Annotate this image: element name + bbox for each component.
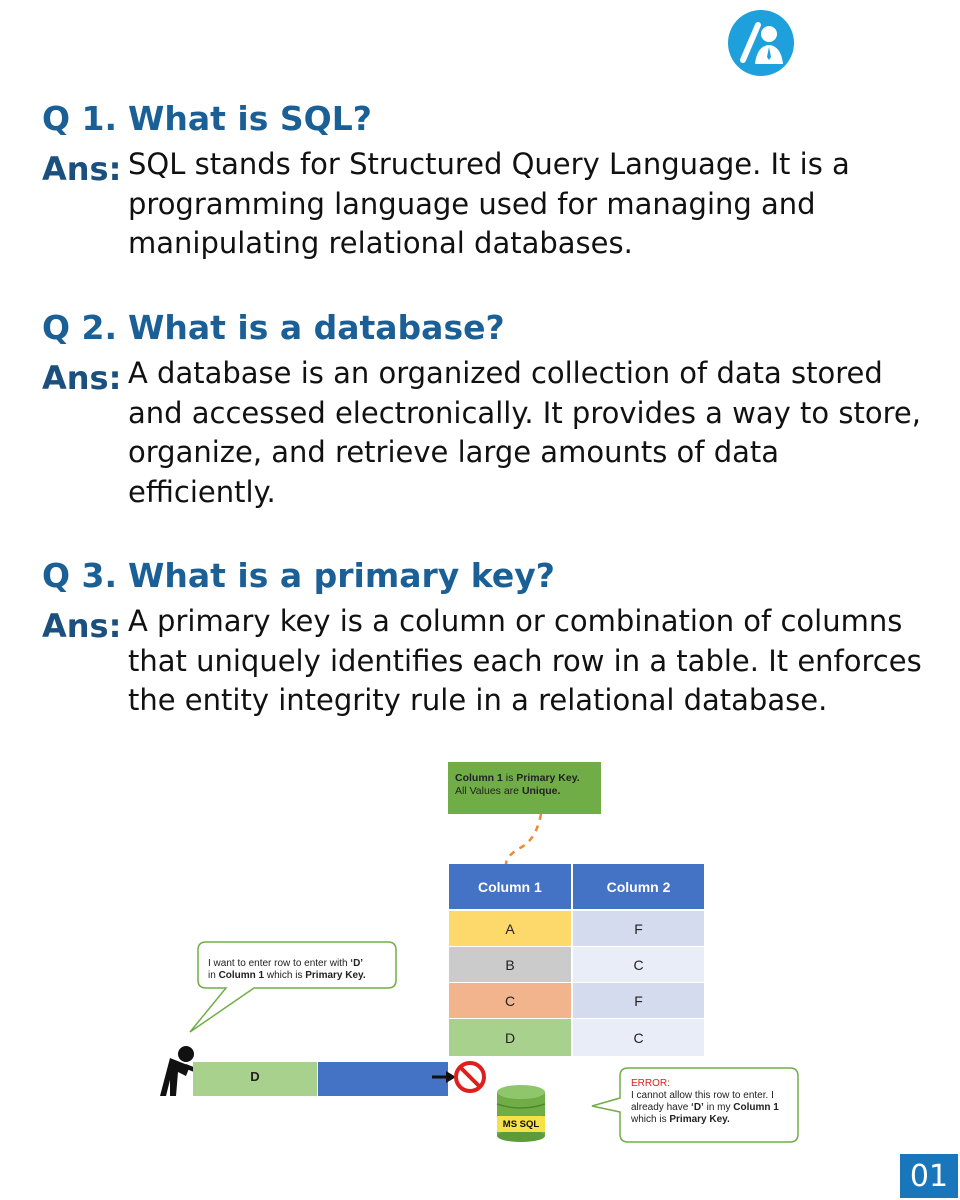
user-bubble-which: which is [264,970,306,981]
answer-text: A primary key is a column or combination of columns that uniquely identifies each row in a table. It enforces the entity integrity rule in a relational database. [128,604,922,717]
note-unique: Unique. [521,785,561,797]
database-icon [497,1085,545,1142]
answer-label: Ans: [42,359,122,397]
error-which: which is [631,1114,670,1125]
table-cell: F [573,911,704,946]
user-bubble-value: ‘D’ [350,958,364,969]
top-note-text [455,772,599,798]
page-number-badge: 01 [900,1154,958,1198]
question-text: What is SQL? [128,99,372,138]
table-header-column-2: Column 2 [573,864,704,909]
error-line1: I cannot allow this row to enter. I [631,1090,774,1101]
user-bubble-in: in [208,970,219,981]
question-number: Q 1. [42,99,118,138]
error-already: already have [631,1102,692,1113]
table-cell: C [573,1019,704,1056]
table-cell: D [449,1019,571,1056]
table-cell: A [449,911,571,946]
question-text: What is a primary key? [128,556,555,595]
table-header-column-1: Column 1 [449,864,571,909]
no-entry-icon [456,1063,484,1091]
answer-label: Ans: [42,150,122,188]
new-row-col2 [318,1062,448,1096]
dashed-connector [506,814,541,864]
note-is: is [502,772,517,784]
error-value: ‘D’ [691,1102,704,1113]
table-cell: F [573,983,704,1018]
user-bubble-text [208,958,394,982]
database-label: MS SQL [497,1116,545,1132]
error-in-my: in my [703,1102,734,1113]
error-column: Column 1 [733,1102,779,1113]
table-cell: B [449,947,571,982]
answer-text: A database is an organized collection of data stored and accessed electronically. It provides a way to store, organize, and retrieve large amounts of data efficiently. [128,356,921,509]
error-bubble-text [631,1078,797,1126]
user-bubble-pk: Primary Key. [305,970,366,981]
table-cell: C [573,947,704,982]
note-primary-key: Primary Key. [516,772,580,784]
user-bubble-line1: I want to enter row to enter with [208,958,351,969]
error-title: ERROR: [631,1078,670,1089]
error-pk: Primary Key. [669,1114,730,1125]
new-row-value: D [250,1068,260,1084]
question-number: Q 2. [42,308,118,347]
person-pushing-icon [160,1046,196,1096]
answer-label: Ans: [42,607,122,645]
answer-text: SQL stands for Structured Query Language. It is a programming language used for managing and manipulating relational databases. [128,147,850,260]
question-text: What is a database? [128,308,505,347]
table-cell: C [449,983,571,1018]
user-bubble-column: Column 1 [218,970,265,981]
note-column-label: Column 1 [455,772,503,784]
user-speech-bubble [190,942,396,1032]
question-number: Q 3. [42,556,118,595]
note-values-label: All Values are [455,785,522,797]
